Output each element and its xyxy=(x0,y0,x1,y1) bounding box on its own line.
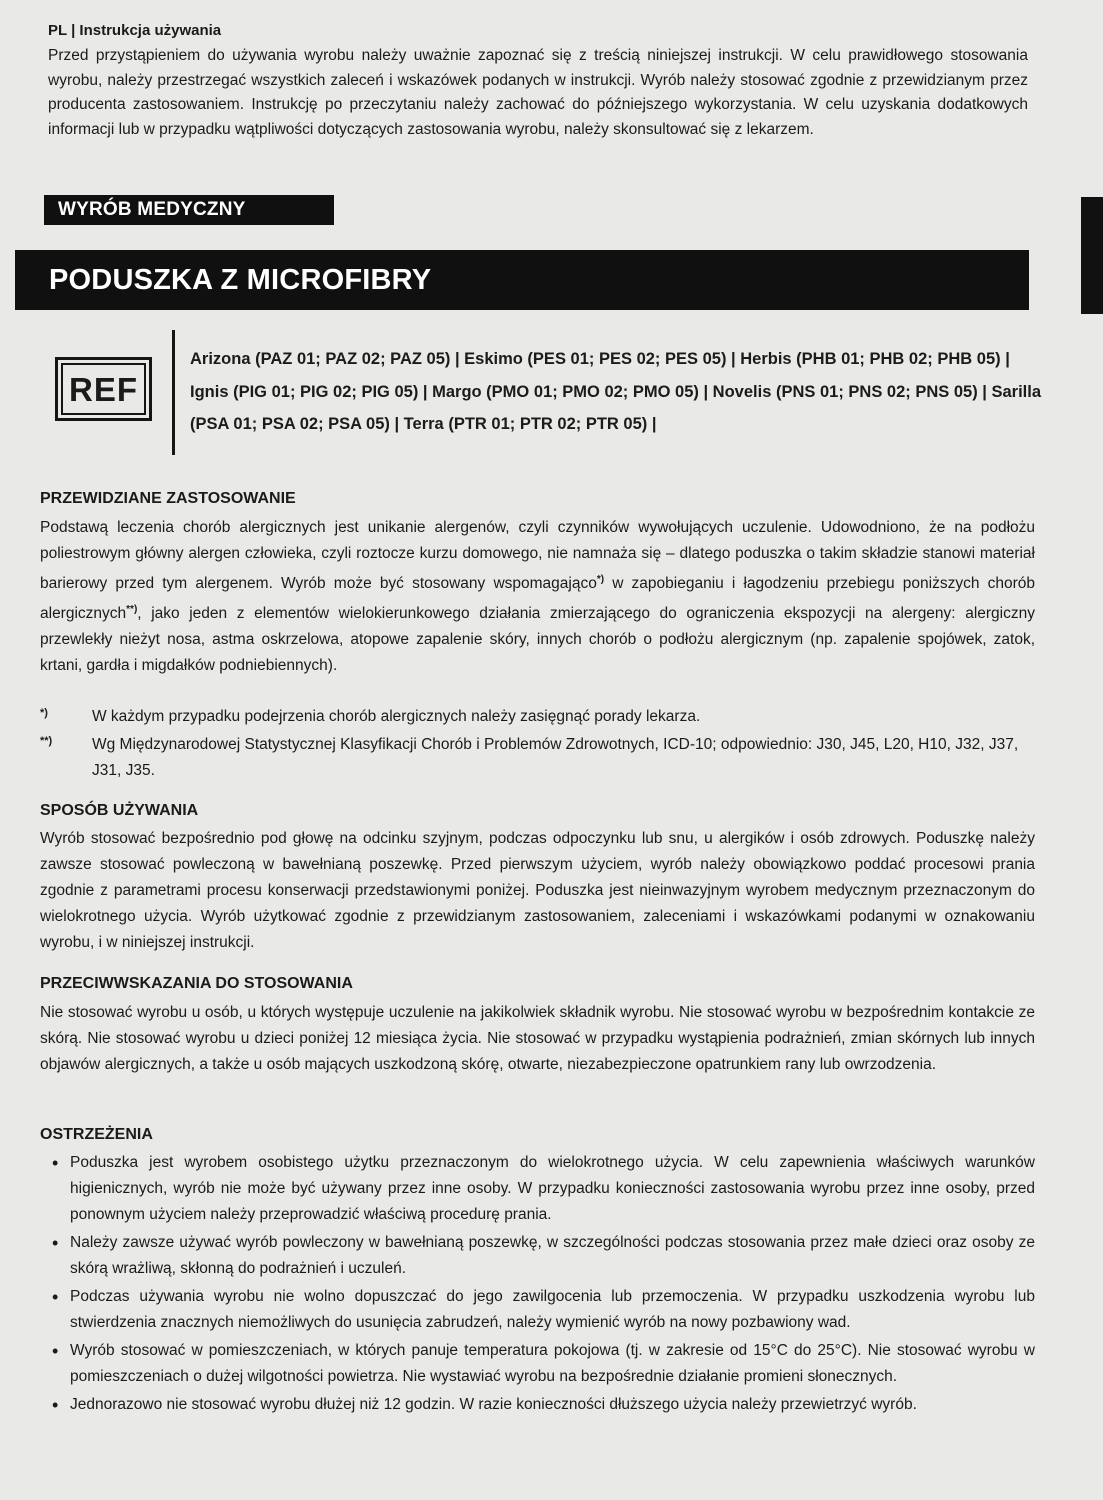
usage-paragraph: Wyrób stosować bezpośrednio pod głowę na odcinku szyjnym, podczas odpoczynku lub snu, u alergików i osób zdrowych. Poduszkę należy zawsze stosować powleczoną w bawełnianą poszewkę. Przed pierwszym użyciem, wyrób należy obowiązkowo poddać procesowi prania zgodnie z parametrami procesu konserwacji przedstawionymi poniżej. Poduszka jest nieinwazyjnym wyrobem medycznym przeznaczonym do wielokrotnego użycia. Wyrób użytkować zgodnie z przewidzianym zastosowaniem, zaleceniami i wskazówkami podanymi w oznakowaniu wyrobu, i w niniejszej instrukcji. xyxy=(40,830,1035,951)
product-title: PODUSZKA Z MICROFIBRY xyxy=(15,250,1029,310)
footnote-2-mark: **) xyxy=(40,735,53,747)
footnote-1-text: W każdym przypadku podejrzenia chorób alergicznych należy zasięgnąć porady lekarza. xyxy=(92,708,701,725)
intended-use-text-middle: w zapobieganiu i łagodzeniu przebiegu poniższych chorób alergicznych xyxy=(40,575,1035,623)
edge-mark-top xyxy=(1081,197,1103,259)
ref-divider xyxy=(172,330,175,455)
footnote-mark-2: **) xyxy=(126,604,138,616)
warning-item: • Wyrób stosować w pomieszczeniach, w których panuje temperatura pokojowa (tj. w zakresie od 15°C do 25°C). Nie stosować wyrobu w pomieszczeniach o dużej wilgotności powietrza. Nie wystawiać wyrobu na bezpośrednie działanie promieni słonecznych. xyxy=(40,1338,1035,1390)
medical-device-badge: WYRÓB MEDYCZNY xyxy=(44,195,334,225)
footnote-2 xyxy=(40,732,1035,784)
edge-mark-bottom xyxy=(1081,252,1103,314)
language-label: PL | Instrukcja używania xyxy=(48,22,222,39)
contraindications-paragraph: Nie stosować wyrobu u osób, u których występuje uczulenie na jakikolwiek składnik wyrobu. Nie stosować wyrobu w bezpośrednim kontakcie ze skórą. Nie stosować wyrobu u dzieci poniżej 12 miesiąca życia. Nie stosować w przypadku wystąpienia podrażnień, zmian skórnych lub innych objawów alergicznych, a także u osób mających uszkodzoną skórę, otwarte, niezabezpieczone opatrunkiem rany lub owrzodzenia. xyxy=(40,1004,1035,1073)
footnote-1-mark: *) xyxy=(40,707,48,719)
contraindications-heading: PRZECIWWSKAZANIA DO STOSOWANIA xyxy=(40,975,353,992)
intended-use-text-start: Podstawą leczenia chorób alergicznych jest unikanie alergenów, czyli czynników wywołujących uczulenie. Udowodniono, że na podłożu poliestrowym główny alergen człowieka, czyli roztocze kurzu domowego, nie namnaża się – dlatego poduszka o takim składzie stanowi materiał barierowy przed tym alergenem. Wyrób może być stosowany xyxy=(40,519,1035,593)
ref-symbol-icon xyxy=(55,357,152,421)
intended-use-word: wspomagająco xyxy=(493,575,597,593)
warning-item: • Poduszka jest wyrobem osobistego użytku przeznaczonym do wielokrotnego użycia. W celu zapewnienia właściwych warunków higienicznych, wyrób nie może być używany przez inne osoby. W przypadku konieczności zastosowania wyrobu przez inne osoby, przed ponownym użyciem należy przeprowadzić właściwą procedurę prania. xyxy=(40,1150,1035,1228)
warning-item: • Jednorazowo nie stosować wyrobu dłużej niż 12 godzin. W razie konieczności dłuższego użycia należy przewietrzyć wyrób. xyxy=(40,1392,1035,1418)
warning-item: • Podczas używania wyrobu nie wolno dopuszczać do jego zawilgocenia lub przemoczenia. W przypadku uszkodzenia wyrobu lub stwierdzenia znacznych niemożliwych do usunięcia zabrudzeń, należy wymienić wyrób na nowy pozbawiony wad. xyxy=(40,1284,1035,1336)
footnote-mark-1: *) xyxy=(596,574,605,585)
warnings-list xyxy=(40,1150,1035,1420)
ref-model-list: Arizona (PAZ 01; PAZ 02; PAZ 05) | Eskimo (PES 01; PES 02; PES 05) | Herbis (PHB 01; PHB 02; PHB 05) | Ignis (PIG 01; PIG 02; PIG 05) | Margo (PMO 01; PMO 02; PMO 05) | Novelis (PNS 01; PNS 02; PNS 05) | Sarilla (PSA 01; PSA 02; PSA 05) | Terra (PTR 01; PTR 02; PTR 05) | xyxy=(190,350,1042,434)
warning-item: • Należy zawsze używać wyrób powleczony w bawełnianą poszewkę, w szczególności podczas stosowania przez małe dzieci oraz osoby ze skórą wrażliwą, skłonną do podrażnień i uczuleń. xyxy=(40,1230,1035,1282)
intended-use-paragraph xyxy=(40,515,1035,679)
intro-paragraph: Przed przystąpieniem do używania wyrobu należy uważnie zapoznać się z treścią niniejszej instrukcji. W celu prawidłowego stosowania wyrobu, należy przestrzegać wszystkich zaleceń i wskazówek podanych w instrukcji. Wyrób należy stosować zgodnie z przewidzianym przez producenta zastosowaniem. Instrukcję po przeczytaniu należy zachować do późniejszego wykorzystania. W celu uzyskania dodatkowych informacji lub w przypadku wątpliwości dotyczących zastosowania wyrobu, należy skonsultować się z lekarzem. xyxy=(48,47,1028,138)
footnote-2-text: Wg Międzynarodowej Statystycznej Klasyfikacji Chorób i Problemów Zdrowotnych, ICD-10; odpowiednio: J30, J45, L20, H10, J32, J37, J31, J35. xyxy=(92,736,1019,779)
intended-use-text-end: , jako jeden z elementów wielokierunkowego działania zmierzającego do ograniczenia ekspozycji na alergeny: alergiczny przewlekły nieżyt nosa, astma oskrzelowa, atopowe zapalenie skóry, innych chorób o podłożu alergicznym (np. zapalenie spojówek, zatok, krtani, gardła i migdałków podniebiennych). xyxy=(40,605,1035,675)
intended-use-heading: PRZEWIDZIANE ZASTOSOWANIE xyxy=(40,490,296,507)
footnote-1 xyxy=(40,704,1035,730)
usage-heading: SPOSÓB UŻYWANIA xyxy=(40,802,199,819)
warnings-heading: OSTRZEŻENIA xyxy=(40,1126,153,1143)
ref-symbol-label: REF xyxy=(61,363,146,415)
